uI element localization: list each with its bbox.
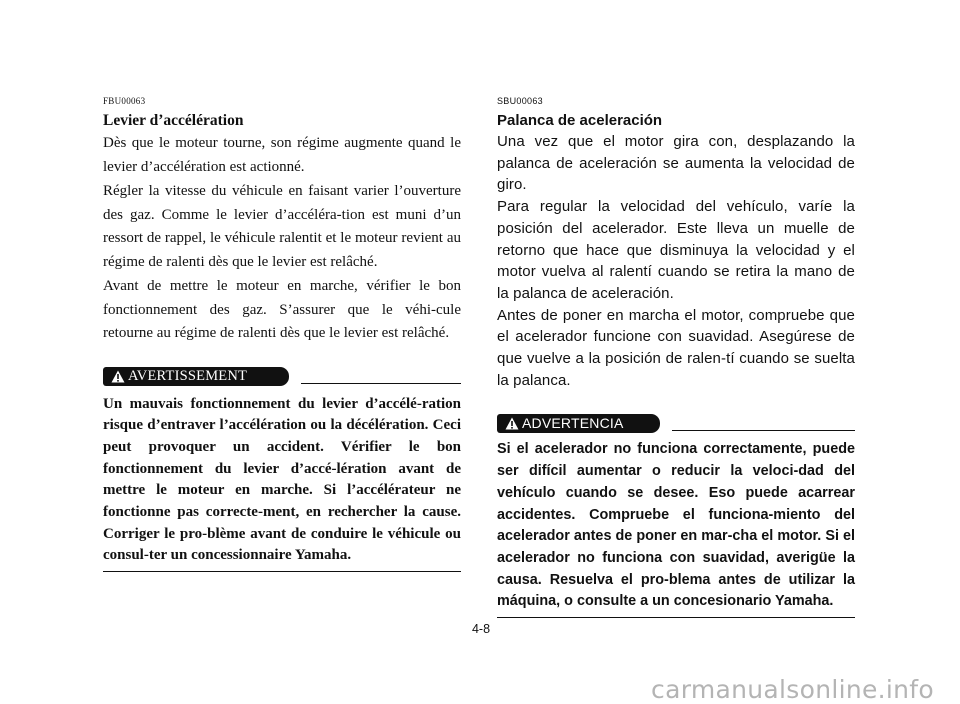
divider <box>672 430 855 431</box>
french-column <box>103 96 461 572</box>
warning-text: Si el acelerador no funciona correctamente, puede ser difícil aumentar o reducir la veloci-dad del vehículo cuando se desee. Eso puede acarrear accidentes. Compruebe el funciona-miento del acelerador antes de poner en mar-cha el motor. Si el acelerador no funciona con suavidad, averigüe la causa. Resuelva el pro-blema antes de utilizar la máquina, o consulte a un concesionario Yamaha. <box>497 441 855 610</box>
warning-label: AVERTISSEMENT <box>128 367 248 384</box>
paragraph: Antes de poner en marcha el motor, compruebe que el acelerador funcione con suavidad. Asegúrese de que vuelve a la posición de ralen-tí cuando se suelta la palanca. <box>497 306 855 389</box>
warning-header <box>103 364 461 386</box>
section-title: Palanca de aceleración <box>497 112 663 129</box>
warning-badge <box>497 414 660 433</box>
warning-badge <box>103 367 289 386</box>
divider <box>301 383 461 384</box>
warning-triangle-icon <box>505 417 519 430</box>
paragraph: Para regular la velocidad del vehículo, varíe la posición del acelerador. Este lleva un muelle de retorno que hace que disminuya la velocidad y el motor vuelva al ralentí cuando se retira la mano de la palanca de aceleración. <box>497 198 855 302</box>
section-code: SBU00063 <box>497 96 543 106</box>
warning-text: Un mauvais fonctionnement du levier d’accélé-ration risque d’entraver l’accélération ou la décélération. Ceci peut provoquer un accident. Vérifier le bon fonctionnement du levier d’accé-lération avant de mettre le moteur en marche. Si l’accélérateur ne fonctionne pas correcte-ment, en rechercher la cause. Corriger le pro-blème avant de conduire le véhicule ou consul-ter un concessionnaire Yamaha. <box>103 395 461 564</box>
paragraph: Avant de mettre le moteur en marche, vérifier le bon fonctionnement des gaz. S’assurer que le véhi-cule retourne au régime de ralenti dès que le levier est relâché. <box>103 278 461 341</box>
warning-header <box>497 411 855 433</box>
section-title: Levier d’accélération <box>103 112 244 129</box>
watermark: carmanualsonline.info <box>651 675 934 704</box>
section-code: FBU00063 <box>103 96 146 106</box>
divider <box>497 617 855 618</box>
divider <box>103 571 461 572</box>
paragraph: Régler la vitesse du véhicule en faisant varier l’ouverture des gaz. Comme le levier d’accéléra-tion est muni d’un ressort de rappel, le véhicule ralentit et le moteur revient au régime de ralenti dès que le levier est relâché. <box>103 183 461 270</box>
warning-label: ADVERTENCIA <box>522 415 624 432</box>
warning-triangle-icon <box>111 370 125 383</box>
spanish-column <box>497 96 855 618</box>
paragraph: Dès que le moteur tourne, son régime augmente quand le levier d’accélération est actionné. <box>103 135 461 175</box>
page-number: 4-8 <box>471 622 491 636</box>
paragraph: Una vez que el motor gira con, desplazando la palanca de aceleración se aumenta la velocidad de giro. <box>497 133 855 194</box>
